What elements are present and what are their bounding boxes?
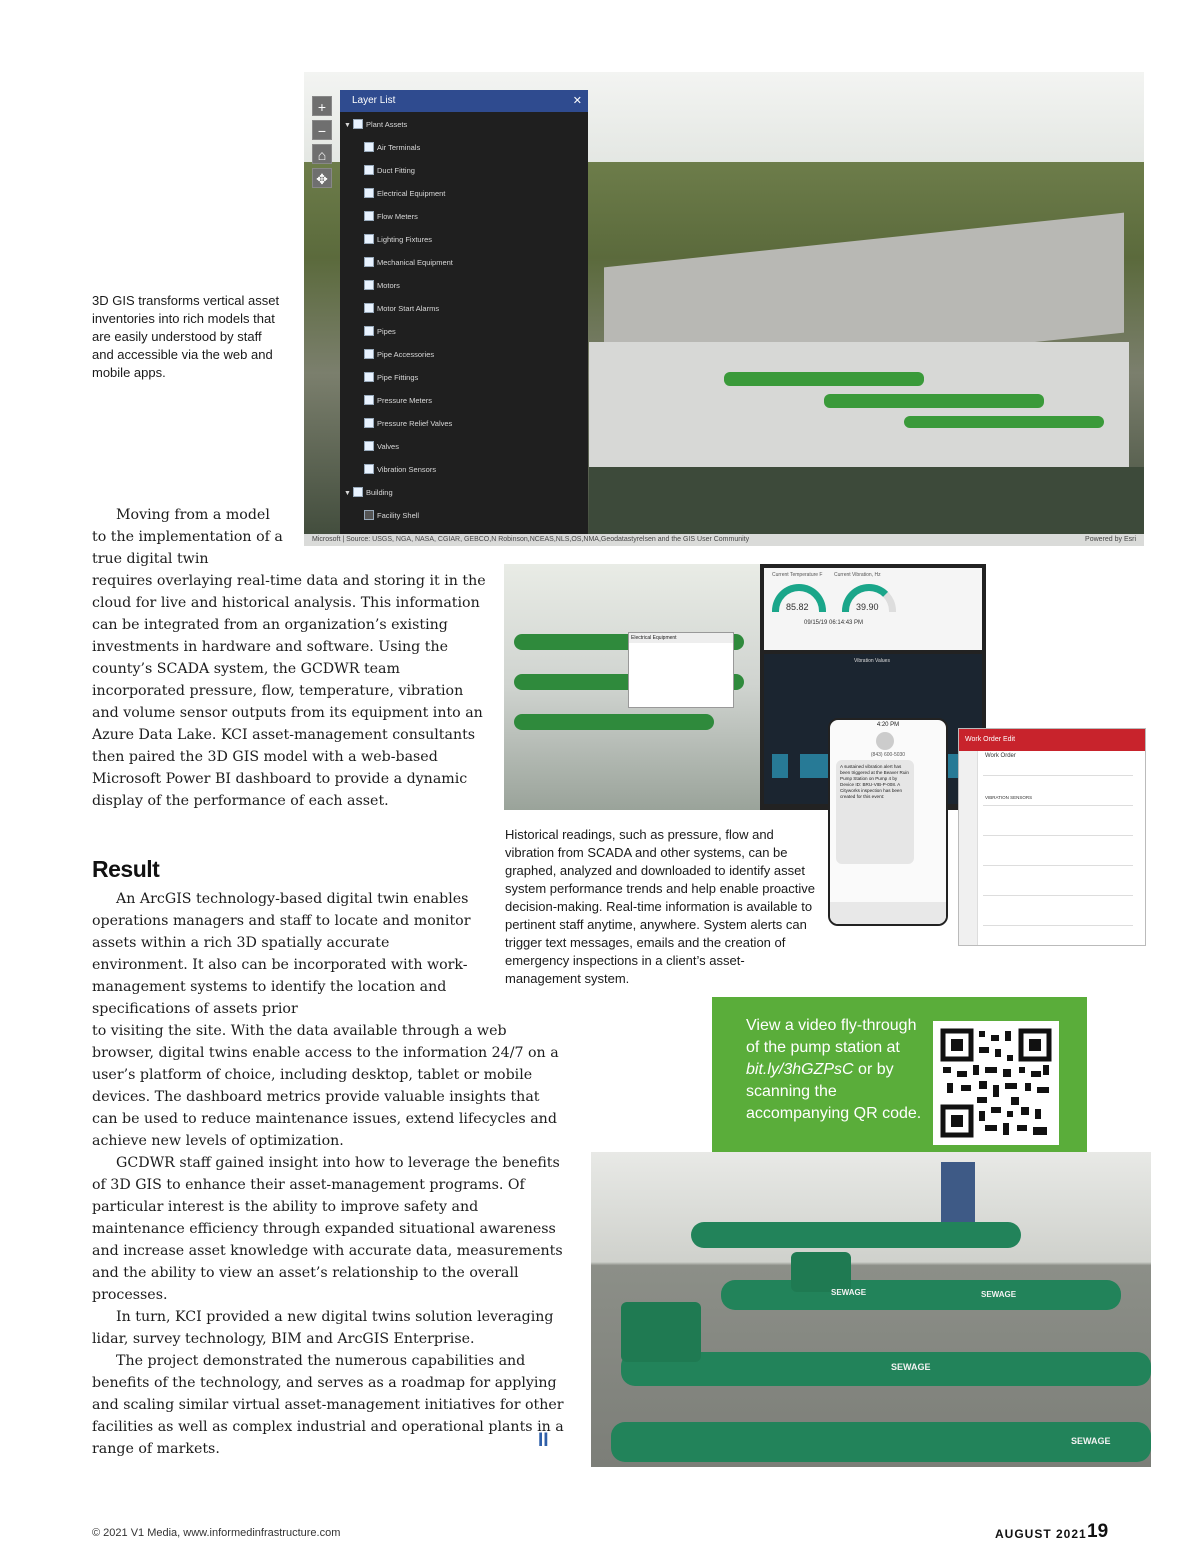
- gauge1-value: 85.82: [786, 602, 809, 612]
- tablet-sidebar: [959, 751, 978, 945]
- checkbox-icon[interactable]: [364, 211, 374, 221]
- layer-list-title: Layer List: [352, 95, 396, 106]
- zoom-out-button[interactable]: −: [312, 120, 332, 140]
- navigate-button[interactable]: ✥: [312, 168, 332, 188]
- form-line: [983, 925, 1133, 926]
- avatar: [876, 732, 894, 750]
- pump-station-photo: [591, 1152, 1151, 1467]
- chevron-down-icon[interactable]: ▼: [344, 122, 351, 129]
- gis-3d-scene-figure: [304, 72, 1144, 546]
- gauge-timestamp: 09/15/19 06:14:43 PM: [804, 620, 864, 626]
- checkbox-icon[interactable]: [353, 487, 363, 497]
- phone-screenshot: [828, 718, 948, 926]
- pipe: [724, 372, 924, 386]
- body-para2-start: [92, 888, 488, 1020]
- layer-item[interactable]: Lighting Fixtures: [364, 235, 432, 245]
- tablet-header: Work Order Edit: [959, 729, 1145, 751]
- gauge2-label: Current Vibration, Hz: [834, 572, 881, 578]
- map-attribution: [304, 534, 1144, 546]
- checkbox-icon[interactable]: [364, 188, 374, 198]
- checkbox-icon[interactable]: [364, 349, 374, 359]
- checkbox-icon[interactable]: [364, 464, 374, 474]
- gauge-panel: [764, 568, 982, 650]
- layer-list-panel: [340, 90, 588, 542]
- phone-time: 4:20 PM: [876, 722, 900, 728]
- pipe: [611, 1422, 1151, 1462]
- pump-motor: [791, 1252, 851, 1292]
- layer-item[interactable]: Pressure Relief Valves: [364, 419, 452, 429]
- end-mark-icon: II: [538, 1430, 549, 1451]
- dashboard-3d-view: [504, 564, 760, 810]
- graph-title: Vibration Values: [854, 658, 890, 664]
- qr-code-icon[interactable]: [933, 1021, 1059, 1145]
- body-lower: [92, 1020, 568, 1460]
- video-link[interactable]: bit.ly/3hGZPsC: [746, 1061, 854, 1078]
- layer-item[interactable]: Flow Meters: [364, 212, 418, 222]
- layer-item[interactable]: Pressure Meters: [364, 396, 432, 406]
- layer-group-building[interactable]: ▼ Building: [344, 488, 393, 497]
- body-paragraph-2b: to visiting the site. With the data available through a web browser, digital twins enable access to the information 24/7 on a user’s platform of choice, including desktop, tablet or mobile devices. The dashboard metrics provide valuable insights that can be used to reduce maintenance issues, extend lifecycles and achieve new levels of optimization.: [92, 1023, 559, 1149]
- tablet-screenshot: [958, 728, 1146, 946]
- layer-item[interactable]: Facility Shell: [364, 511, 419, 521]
- pipe-label: SEWAGE: [891, 1362, 931, 1372]
- pipe: [721, 1280, 1121, 1310]
- footer-copyright: © 2021 V1 Media, www.informedinfrastructure.com: [92, 1527, 341, 1539]
- layer-item[interactable]: Vibration Sensors: [364, 465, 436, 475]
- tablet-field: VIBRATION SENSORS: [985, 795, 1033, 800]
- form-line: [983, 835, 1133, 836]
- checkbox-icon[interactable]: [364, 142, 374, 152]
- photo-door: [941, 1162, 975, 1222]
- checkbox-icon[interactable]: [364, 441, 374, 451]
- form-line: [983, 865, 1133, 866]
- checkbox-icon[interactable]: [364, 510, 374, 520]
- checkbox-icon[interactable]: [364, 326, 374, 336]
- caption-middle: Historical readings, such as pressure, flow and vibration from SCADA and other systems, can be graphed, analyzed and downloaded to identify asset system performance trends and help enable proactive decision-making. Real-time information is available to pertinent staff anytime, anywhere. System alerts can trigger text messages, emails and the creation of emergency inspections in a client’s asset-management system.: [505, 827, 816, 986]
- promo-text: View a video fly-through of the pump station at bit.ly/3hGZPsC or by scanning the accompanying QR code.: [746, 1017, 922, 1122]
- layer-item[interactable]: Valves: [364, 442, 399, 452]
- home-button[interactable]: ⌂: [312, 144, 332, 164]
- pipe-label: SEWAGE: [831, 1288, 867, 1297]
- form-line: [983, 895, 1133, 896]
- layer-item[interactable]: Pipes: [364, 327, 396, 337]
- pipe-label: SEWAGE: [1071, 1436, 1111, 1446]
- pipe: [904, 416, 1104, 428]
- checkbox-icon[interactable]: [364, 372, 374, 382]
- layer-item[interactable]: Mechanical Equipment: [364, 258, 453, 268]
- layer-item[interactable]: Pipe Accessories: [364, 350, 434, 360]
- footer-date: AUGUST 2021: [995, 1527, 1087, 1541]
- layer-item[interactable]: Motors: [364, 281, 400, 291]
- body-para1-start: [92, 504, 284, 570]
- caption-top: 3D GIS transforms vertical asset inventories into rich models that are easily understood by staff and accessible via the web and mobile apps.: [92, 293, 280, 380]
- page-number: 19: [1087, 1521, 1109, 1542]
- layer-item[interactable]: Pipe Fittings: [364, 373, 418, 383]
- body-paragraph-1a: Moving from a model to the implementation of a true digital twin: [92, 507, 283, 567]
- gauge1-label: Current Temperature F: [772, 572, 823, 578]
- layer-group-plant-assets[interactable]: ▼ Plant Assets: [344, 120, 408, 129]
- form-line: [983, 805, 1133, 806]
- chevron-down-icon[interactable]: ▼: [344, 490, 351, 497]
- layer-item[interactable]: Electrical Equipment: [364, 189, 445, 199]
- popup-window: [628, 632, 734, 708]
- attribution-esri: Powered by Esri: [1085, 536, 1136, 543]
- sms-bubble: [836, 760, 914, 864]
- pipe: [691, 1222, 1021, 1248]
- phone-number: (843) 600-5030: [870, 752, 906, 758]
- checkbox-icon[interactable]: [364, 257, 374, 267]
- layer-item[interactable]: Duct Fitting: [364, 166, 415, 176]
- keyboard-bar: [830, 902, 946, 924]
- qr-code-graphic: [933, 1021, 1059, 1145]
- attribution-sources: Microsoft | Source: USGS, NGA, NASA, CGIAR, GEBCO,N Robinson,NCEAS,NLS,OS,NMA,Geodatastyrelsen and the GIS User Community: [312, 536, 750, 543]
- checkbox-icon[interactable]: [364, 418, 374, 428]
- body-paragraph-3: GCDWR staff gained insight into how to leverage the benefits of 3D GIS to enhance their asset-management programs. Of particular interest is the ability to improve safety and maintenance efficiency through expanded situational awareness and increase asset knowledge with accurate data, measurements and the ability to view an asset’s relationship to the overall processes.: [92, 1155, 563, 1303]
- close-icon[interactable]: ✕: [572, 95, 582, 107]
- gauge2-value: 39.90: [856, 602, 879, 612]
- layer-item[interactable]: Motor Start Alarms: [364, 304, 439, 314]
- popup-title: Electrical Equipment: [629, 633, 733, 643]
- zoom-in-button[interactable]: +: [312, 96, 332, 116]
- section-heading: Result: [92, 856, 160, 882]
- checkbox-icon[interactable]: [364, 395, 374, 405]
- pipe: [824, 394, 1044, 408]
- body-paragraph-4: In turn, KCI provided a new digital twins solution leveraging lidar, survey technology, BIM and ArcGIS Enterprise.: [92, 1309, 554, 1347]
- tablet-subtitle: Work Order: [985, 753, 1016, 759]
- layer-item[interactable]: Air Terminals: [364, 143, 420, 153]
- pipe-label: SEWAGE: [981, 1290, 1017, 1299]
- video-promo-box: [712, 997, 1087, 1166]
- form-line: [983, 775, 1133, 776]
- checkbox-icon[interactable]: [364, 234, 374, 244]
- body-paragraph-5: The project demonstrated the numerous capabilities and benefits of the technology, and serves as a roadmap for applying and scaling similar virtual asset-management initiatives for other facilities as well as complex industrial and operational plants in a range of markets.: [92, 1353, 564, 1457]
- pump-motor: [621, 1302, 701, 1362]
- body-paragraph-1b: requires overlaying real-time data and storing it in the cloud for live and historical analysis. This information can be integrated from an organization’s existing investments in hardware and software. Using the county’s SCADA system, the GCDWR team incorporated pressure, flow, temperature, vibration and volume sensor outputs from its equipment into an Azure Data Lake. KCI asset-management consultants then paired the 3D GIS model with a web-based Microsoft Power BI dashboard to provide a dynamic display of the performance of each asset.: [92, 573, 486, 809]
- checkbox-icon[interactable]: [364, 165, 374, 175]
- body-paragraph-2a: An ArcGIS technology-based digital twin enables operations managers and staff to locate and monitor assets within a rich 3D spatially accurate environment. It also can be incorporated with work-management systems to identify the location and specifications of assets prior: [92, 891, 471, 1017]
- checkbox-icon[interactable]: [364, 280, 374, 290]
- sms-text: A sustained vibration alert has been triggered at the Beaver Ruin Pump Station on Pump 4 by Device ID: BRU-VIB-P-008. A Cityworks inspection has been created for this event:: [840, 764, 909, 799]
- body-para1-rest: [92, 570, 492, 812]
- checkbox-icon[interactable]: [364, 303, 374, 313]
- pipe: [514, 714, 714, 730]
- checkbox-icon[interactable]: [353, 119, 363, 129]
- layer-list-header: [340, 90, 588, 112]
